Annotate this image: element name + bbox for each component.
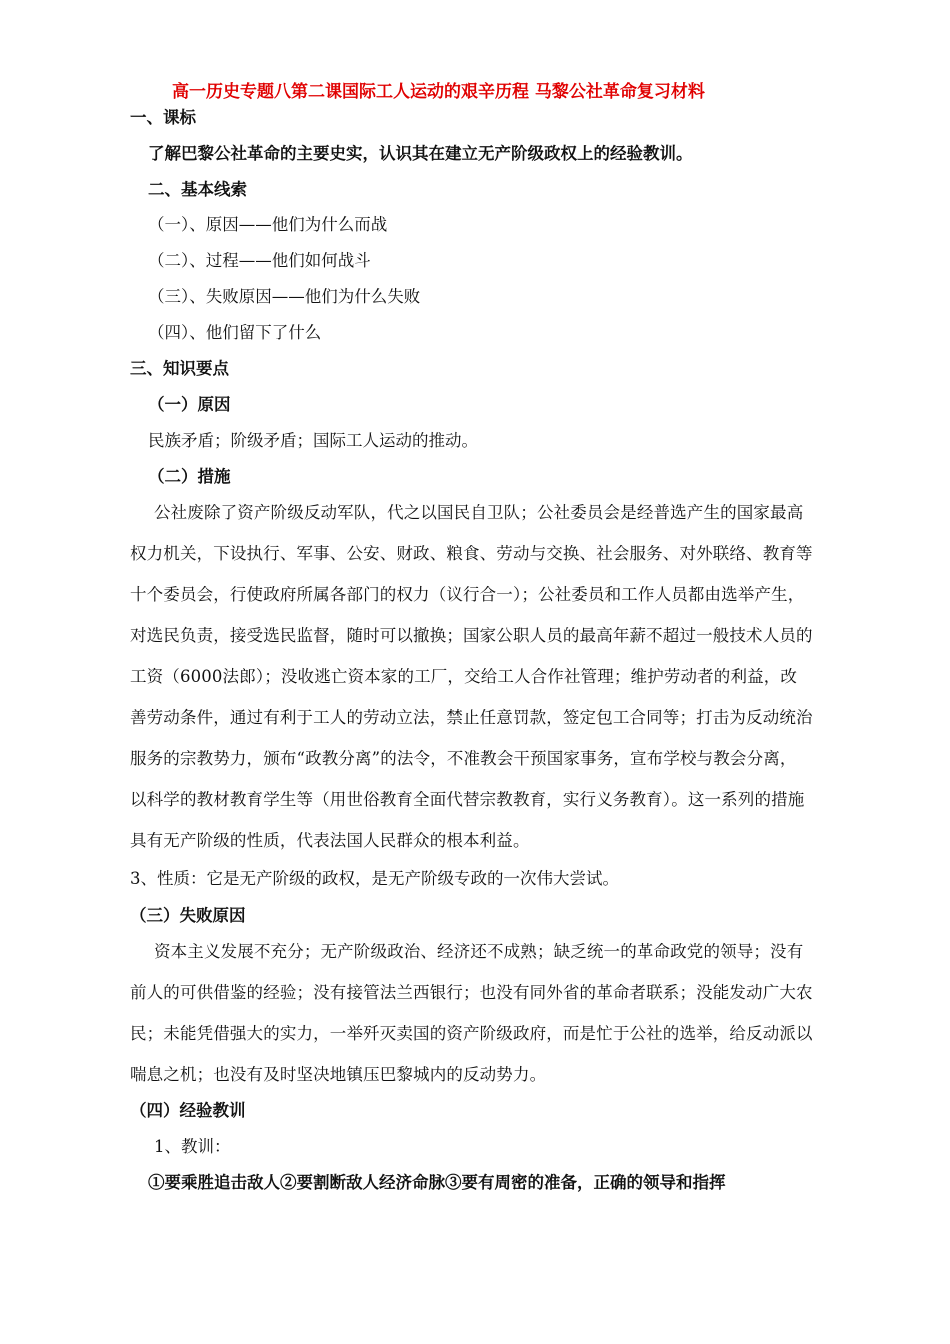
failure-line: 资本主义发展不充分；无产阶级政治、经济还不成熟；缺乏统一的革命政党的领导；没有 <box>154 942 804 961</box>
measures-line: 对选民负责，接受选民监督，随时可以撤换；国家公职人员的最高年薪不超过一般技术人员的 <box>130 626 813 645</box>
clue-item: （三）、失败原因——他们为什么失败 <box>148 287 421 306</box>
lessons-subheading: 1、教训： <box>154 1137 231 1156</box>
measures-line: 公社废除了资产阶级反动军队，代之以国民自卫队；公社委员会是经普选产生的国家最高 <box>154 503 804 522</box>
subheading-cause: （一）原因 <box>148 395 231 414</box>
failure-line: 民；未能凭借强大的实力，一举歼灭卖国的资产阶级政府，而是忙于公社的选举，给反动派以 <box>130 1024 813 1043</box>
subheading-lessons: （四）经验教训 <box>130 1101 246 1120</box>
section-heading-key-points: 三、知识要点 <box>130 359 229 378</box>
subheading-failure-reasons: （三）失败原因 <box>130 906 246 925</box>
document-title: 高一历史专题八第二课国际工人运动的艰辛历程 马黎公社革命复习材料 <box>172 82 705 102</box>
clue-item: （二）、过程——他们如何战斗 <box>148 251 371 270</box>
measures-line: 十个委员会，行使政府所属各部门的权力（议行合一）；公社委员和工作人员都由选举产生， <box>130 585 805 604</box>
measures-line: 工资（6000法郎）；没收逃亡资本家的工厂，交给工人合作社管理；维护劳动者的利益，改 <box>130 667 798 686</box>
measures-line: 权力机关，下设执行、军事、公安、财政、粮食、劳动与交换、社会服务、对外联络、教育等 <box>130 544 813 563</box>
cause-text: 民族矛盾；阶级矛盾；国际工人运动的推动。 <box>148 431 478 450</box>
failure-line: 喘息之机；也没有及时坚决地镇压巴黎城内的反动势力。 <box>130 1065 547 1084</box>
nature-text: 3、性质：它是无产阶级的政权，是无产阶级专政的一次伟大尝试。 <box>130 869 619 888</box>
clue-item: （四）、他们留下了什么 <box>148 323 322 342</box>
section-heading-basic-clues: 二、基本线索 <box>148 180 247 199</box>
clue-item: （一）、原因——他们为什么而战 <box>148 215 388 234</box>
section-heading-curriculum: 一、课标 <box>130 108 196 127</box>
measures-line: 服务的宗教势力，颁布“政教分离”的法令，不准教会干预国家事务，宣布学校与教会分离， <box>130 749 797 768</box>
measures-line: 具有无产阶级的性质，代表法国人民群众的根本利益。 <box>130 831 530 850</box>
subheading-measures: （二）措施 <box>148 467 231 486</box>
measures-line: 善劳动条件，通过有利于工人的劳动立法，禁止任意罚款，签定包工合同等；打击为反动统治 <box>130 708 813 727</box>
curriculum-text: 了解巴黎公社革命的主要史实，认识其在建立无产阶级政权上的经验教训。 <box>148 144 693 163</box>
failure-line: 前人的可供借鉴的经验；没有接管法兰西银行；也没有同外省的革命者联系；没能发动广大农 <box>130 983 813 1002</box>
lessons-text: ①要乘胜追击敌人②要割断敌人经济命脉③要有周密的准备，正确的领导和指挥 <box>148 1173 726 1192</box>
measures-line: 以科学的教材教育学生等（用世俗教育全面代替宗教教育，实行义务教育）。这一系列的措施 <box>130 790 805 809</box>
